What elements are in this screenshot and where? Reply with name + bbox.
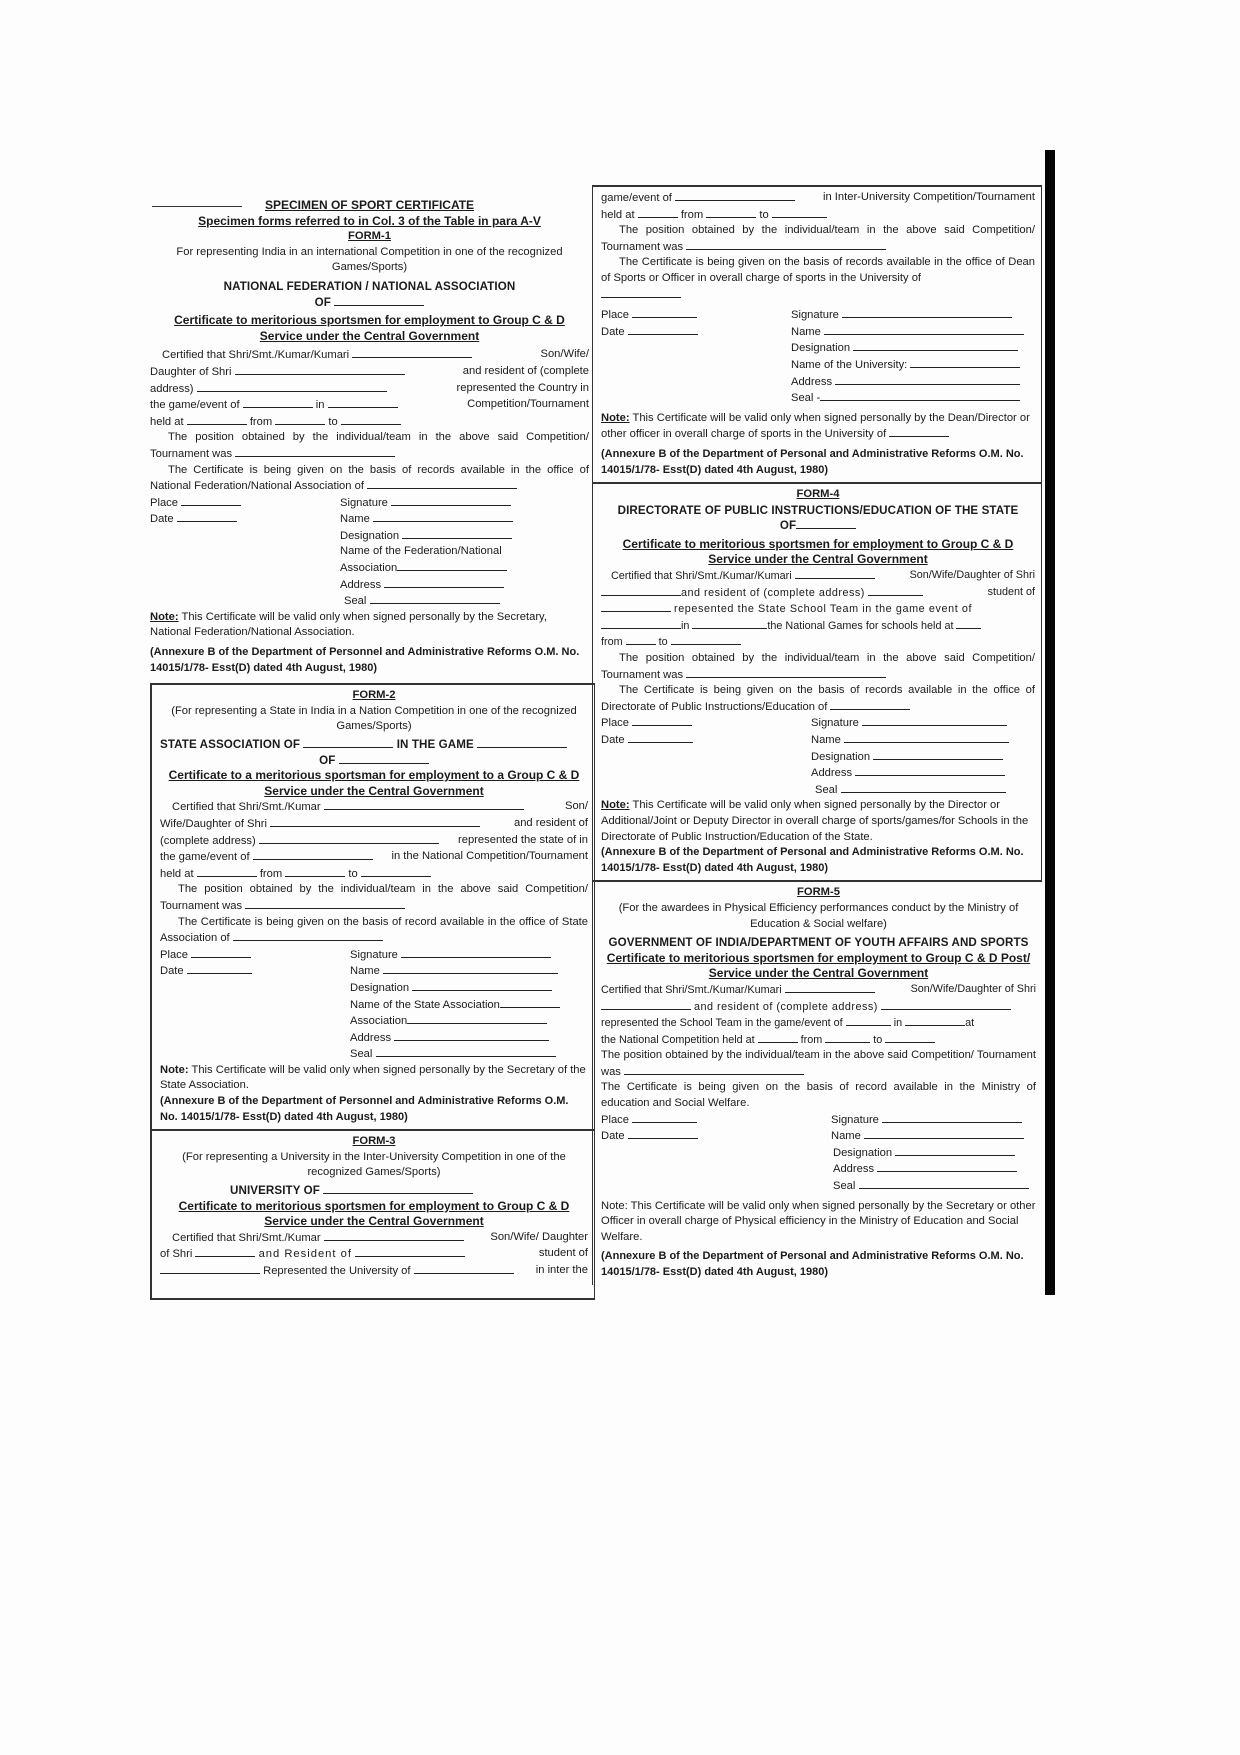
form-3-position: The position obtained by the individual/team in the above said Competition/ Tournament was (601, 224, 1035, 253)
blank-field[interactable] (233, 930, 383, 941)
blank-field[interactable] (270, 816, 480, 827)
form-2-purpose: (For representing a State in India in a Nation Competition in one of the recognized Games/Sports) (171, 704, 577, 733)
blank-field[interactable] (160, 1263, 260, 1274)
blank-field[interactable] (686, 667, 886, 678)
address-field[interactable] (384, 577, 504, 588)
blank-field[interactable] (334, 295, 424, 306)
blank-field[interactable] (243, 397, 313, 408)
blank-field[interactable] (197, 381, 387, 392)
blank-field[interactable] (303, 737, 393, 748)
association-field[interactable] (407, 1013, 547, 1024)
form-2-body: Certified that Shri/Smt./Kumar Son/ Wife/Daughter of Shri and resident of (complete address) represented the state of in the game/event of in the National Competition/Tournament held at from to (160, 800, 588, 880)
form-2-cert-heading-2: Service under the Central Government (264, 783, 484, 798)
form-1 (150, 195, 595, 680)
blank-field[interactable] (341, 414, 401, 425)
place-field[interactable] (632, 715, 692, 726)
date-field[interactable] (177, 511, 237, 522)
blank-field[interactable] (328, 397, 398, 408)
form-3-basis: The Certificate is being given on the basis of records available in the office of Dean of Sports or Officer in overall charge of sports in the University of (601, 255, 1035, 303)
form-4-cert-heading-2: Service under the Central Government (708, 552, 928, 567)
date-field[interactable] (628, 1128, 698, 1139)
form-5-cert-heading-2: Service under the Central Government (708, 966, 929, 981)
blank-field[interactable] (355, 1246, 465, 1257)
seal-field[interactable] (820, 390, 1020, 401)
blank-field[interactable] (956, 618, 981, 629)
blank-field[interactable] (692, 618, 767, 629)
place-field[interactable] (632, 307, 697, 318)
blank-field[interactable] (285, 866, 345, 877)
form-2-org: STATE ASSOCIATION OF IN THE GAME (160, 737, 588, 753)
name-field[interactable] (864, 1128, 1024, 1139)
seal-field[interactable] (841, 782, 1006, 793)
association-field[interactable] (397, 560, 507, 571)
designation-field[interactable] (402, 528, 512, 539)
blank-field[interactable] (324, 799, 524, 810)
blank-field[interactable] (795, 568, 875, 579)
blank-field[interactable] (846, 1015, 891, 1026)
form-1-body: Certified that Shri/Smt./Kumar/Kumari Son/Wife/ Daughter of Shri and resident of (complete address) represented the Country in the game/event of in Competition/Tournament held at from to (150, 348, 589, 428)
place-field[interactable] (181, 495, 241, 506)
blank-field[interactable] (601, 618, 681, 629)
university-name-field[interactable] (910, 357, 1020, 368)
blank-field[interactable] (235, 364, 405, 375)
blank-field[interactable] (601, 585, 681, 596)
form-1-annexure: (Annexure B of the Department of Personnel and Administrative Reforms O.M. No. 14015/1/78- Esst(D) dated 4th August, 1980) (150, 646, 580, 674)
signature-field[interactable] (882, 1112, 1022, 1123)
blank-field[interactable] (686, 239, 886, 250)
form-2-label: FORM-2 (352, 689, 396, 702)
form-5-label: FORM-5 (797, 886, 840, 899)
place-field[interactable] (632, 1112, 697, 1123)
blank-field[interactable] (675, 190, 795, 201)
name-field[interactable] (844, 732, 1009, 743)
date-field[interactable] (628, 324, 698, 335)
blank-field[interactable] (197, 866, 257, 877)
form-1-org-of: OF (150, 295, 589, 311)
form-5-note: Note: This Certificate will be valid only when signed personally by the Secretary or other Officer in overall charge of Physical efficiency in the Ministry of Education and Social Welfare. (601, 1199, 1036, 1243)
signature-field[interactable] (401, 947, 551, 958)
blank-field[interactable] (785, 982, 875, 993)
form-2-note: Note: This Certificate will be valid only when signed personally by the Secretary of the State Association. (160, 1063, 586, 1092)
blank-field[interactable] (796, 518, 856, 529)
form-5-annexure: (Annexure B of the Department of Personal and Administrative Reforms O.M. No. 14015/1/78- Esst(D) dated 4th August, 1980) (601, 1250, 1024, 1278)
blank-field[interactable] (235, 446, 395, 457)
form-3-purpose: (For representing a University in the Inter-University Competition in one of the recognized Games/Sports) (182, 1150, 566, 1179)
blank-field[interactable] (187, 414, 247, 425)
form-4-signature-block: Place Date Signature Name Designation Address Seal (601, 715, 1035, 798)
form-3-note: Note: This Certificate will be valid only when signed personally by the Dean/Director or other officer in overall charge of sports in the University of (601, 411, 1030, 441)
address-field[interactable] (877, 1161, 1017, 1172)
blank-field[interactable] (195, 1246, 255, 1257)
form-4-annexure: (Annexure B of the Department of Personal and Administrative Reforms O.M. No. 14015/1/78- Esst(D) dated 4th August, 1980) (601, 846, 1024, 874)
seal-field[interactable] (370, 593, 500, 604)
blank-field[interactable] (601, 287, 681, 298)
blank-field[interactable] (601, 999, 691, 1010)
form-3 (150, 1129, 595, 1299)
name-field[interactable] (383, 963, 558, 974)
blank-field[interactable] (830, 699, 910, 710)
signature-field[interactable] (842, 307, 1012, 318)
blank-field[interactable] (885, 1032, 935, 1043)
scan-edge-bar (1045, 150, 1055, 1295)
form-4-note: Note: This Certificate will be valid only when signed personally by the Director or Additional/Joint or Deputy Director in overall charge of sports/games/for Schools in the Directorate of Public Instruction/Education of the State. (601, 799, 1029, 843)
blank-field[interactable] (825, 1032, 870, 1043)
form-2 (150, 683, 595, 1129)
form-5 (592, 880, 1042, 1284)
form-2-org-of: OF (160, 753, 588, 769)
date-field[interactable] (628, 732, 693, 743)
form-5-basis: The Certificate is being given on the basis of record available in the Ministry of education and Social Welfare. (601, 1081, 1036, 1110)
form-5-body: Certified that Shri/Smt./Kumar/Kumari Son/Wife/Daughter of Shri and resident of (complete address) represented the School Team in the game/event of in at the National Competition held at from to (601, 982, 1036, 1046)
designation-field[interactable] (412, 980, 552, 991)
blank-field[interactable] (253, 849, 373, 860)
blank-field[interactable] (361, 866, 431, 877)
signature-field[interactable] (862, 715, 1007, 726)
blank-field[interactable] (889, 426, 949, 437)
form-4-basis: The Certificate is being given on the basis of records available in the office of Directorate of Public Instructions/Education of (601, 684, 1035, 713)
form-3-continued: game/event of in Inter-University Competition/Tournament held at from to The position obtained by the individual/team in the above said Competition/ Tournament was The Certificate is being given on the basis of records available in the office of Dean of Sports or Officer in overall charge of sports in the University of Place Date Signature Name Designation Name of the University: Address Seal - Note: This Certificate will be valid only when signed personally by the Dean/Director or other officer in overall charge of sports in the University of (Annexure B of the Department of Personal and Administrative Reforms O.M. No. 14015/1/78- Esst(D) dated 4th August, 1980) (592, 185, 1042, 482)
form-4-body: Certified that Shri/Smt./Kumar/Kumari Son/Wife/Daughter of Shri and resident of (complete address) student of repesented the State School Team in the game event of in the National Games for schools held at from to (601, 569, 1035, 649)
blank-field[interactable] (477, 737, 567, 748)
form-3-cert-heading: Certificate to meritorious sportsmen for employment to Group C & D (178, 1198, 570, 1213)
form-4-label: FORM-4 (796, 488, 840, 501)
designation-field[interactable] (895, 1145, 1015, 1156)
blank-field[interactable] (367, 478, 517, 489)
form-2-signature-block: Place Date Signature Name Designation Name of the State Association Association Address Seal (160, 947, 588, 1063)
form-1-cert-heading: Certificate to meritorious sportsmen for employment to Group C & D (174, 313, 565, 328)
blank-field[interactable] (324, 1230, 464, 1241)
blank-field[interactable] (245, 898, 405, 909)
seal-field[interactable] (376, 1046, 556, 1057)
form-2-basis: The Certificate is being given on the basis of record available in the office of State Association of (160, 915, 588, 945)
state-association-field[interactable] (500, 997, 560, 1008)
blank-field[interactable] (868, 585, 923, 596)
form-5-org: GOVERNMENT OF INDIA/DEPARTMENT OF YOUTH AFFAIRS AND SPORTS (608, 936, 1029, 950)
form-1-position: The position obtained by the individual/team in the above said Competition/ Tournament was (150, 431, 589, 460)
address-field[interactable] (394, 1030, 549, 1041)
form-2-position: The position obtained by the individual/team in the above said Competition/ Tournament was (160, 883, 588, 912)
form-4 (592, 482, 1042, 880)
blank-field[interactable] (624, 1064, 804, 1075)
form-1-cert-heading-2: Service under the Central Government (259, 328, 480, 343)
address-field[interactable] (855, 765, 1005, 776)
blank-field[interactable] (601, 601, 671, 612)
form-5-cert-heading: Certificate to meritorious sportsmen for employment to Group C & D Post/ (606, 950, 1031, 965)
form-1-purpose: For representing India in an international Competition in one of the recognized Games/Sports) (176, 245, 563, 274)
blank-field[interactable] (706, 207, 756, 218)
blank-field[interactable] (352, 347, 472, 358)
blank-field[interactable] (275, 414, 325, 425)
blank-field[interactable] (323, 1183, 473, 1194)
form-3-label: FORM-3 (352, 1135, 396, 1148)
form-1-basis: The Certificate is being given on the basis of records available in the office of National Federation/National Association of (150, 463, 589, 493)
subtitle: Specimen forms referred to in Col. 3 of the Table in para A-V (198, 213, 541, 228)
form-2-annexure: (Annexure B of the Department of Personnel and Administrative Reforms O.M. No. 14015/1/78- Esst(D) dated 4th August, 1980) (160, 1095, 569, 1123)
form-2-cert-heading: Certificate to a meritorious sportsman for employment to a Group C & D (168, 768, 580, 783)
name-field[interactable] (824, 324, 1024, 335)
form-4-org: DIRECTORATE OF PUBLIC INSTRUCTIONS/EDUCATION OF THE STATE (617, 503, 1019, 517)
designation-field[interactable] (873, 749, 1003, 760)
form-3-cert-heading-2: Service under the Central Government (264, 1214, 484, 1229)
address-field[interactable] (835, 374, 1020, 385)
form-5-signature-block: Place Date Signature Name Designation Address Seal (601, 1112, 1036, 1195)
form-4-position: The position obtained by the individual/team in the above said Competition/ Tournament was (601, 652, 1035, 681)
blank-field[interactable] (671, 634, 741, 645)
seal-field[interactable] (859, 1178, 1029, 1189)
blank-field[interactable] (905, 1015, 965, 1026)
blank-field[interactable] (881, 999, 1011, 1010)
blank-field[interactable] (259, 833, 439, 844)
blank-field[interactable] (638, 207, 678, 218)
form-5-purpose: (For the awardees in Physical Efficiency performances conduct by the Ministry of Education & Social welfare) (618, 901, 1019, 930)
blank-field[interactable] (772, 207, 827, 218)
blank-field[interactable] (339, 753, 429, 764)
left-column (150, 195, 595, 1300)
form-1-org: NATIONAL FEDERATION / NATIONAL ASSOCIATION (223, 279, 516, 293)
form-1-note: Note: This Certificate will be valid only when signed personally by the Secretary, National Federation/National Association. (150, 610, 547, 639)
right-column (592, 185, 1042, 1285)
name-field[interactable] (373, 511, 513, 522)
blank-field[interactable] (626, 634, 656, 645)
main-title: SPECIMEN OF SPORT CERTIFICATE (264, 198, 475, 212)
place-field[interactable] (191, 947, 251, 958)
form-1-label: FORM-1 (348, 230, 391, 243)
designation-field[interactable] (853, 340, 1018, 351)
form-4-org-of: OF (601, 518, 1035, 534)
form-3-signature-block: Place Date Signature Name Designation Name of the University: Address Seal - (601, 307, 1035, 407)
form-4-cert-heading: Certificate to meritorious sportsmen for employment to Group C & D (622, 536, 1014, 551)
form-5-position: The position obtained by the individual/team in the above said Competition/ Tournament was (601, 1049, 1036, 1078)
signature-field[interactable] (391, 495, 511, 506)
form-3-body-left: Certified that Shri/Smt./Kumar Son/Wife/ Daughter of Shri and Resident of student of Represented the University of in inter the (160, 1230, 588, 1277)
blank-field[interactable] (414, 1263, 514, 1274)
form-3-annexure: (Annexure B of the Department of Personal and Administrative Reforms O.M. No. 14015/1/78- Esst(D) dated 4th August, 1980) (601, 447, 1024, 476)
blank-field[interactable] (758, 1032, 798, 1043)
form-3-org: UNIVERSITY OF (160, 1183, 588, 1199)
form-1-signature-block: Place Date Signature Name Designation Name of the Federation/National Association Address Seal (150, 495, 589, 610)
date-field[interactable] (187, 963, 252, 974)
